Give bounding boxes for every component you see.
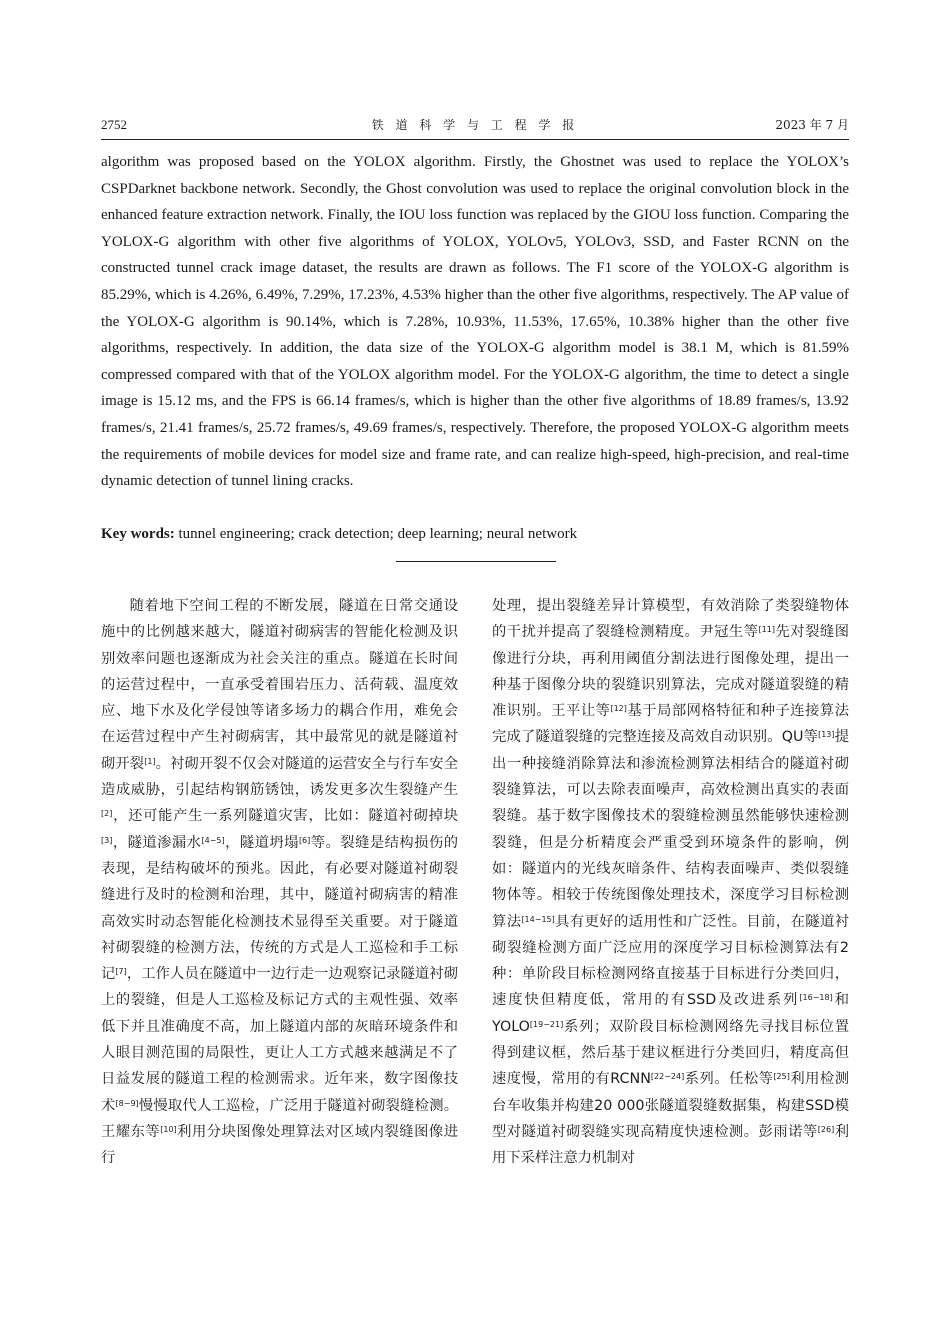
keywords-text: tunnel engineering; crack detection; deep learning; neural network [174,526,578,542]
citation: [10] [160,1124,177,1134]
body-text: 系列；双阶段目标检测网络先寻找目标位置得到建议框，然后基于建议框进行分类回归，精度高但速度慢，常用的有RCNN [492,1018,849,1088]
body-text: 提出一种接缝消除算法和渗流检测算法相结合的隧道衬砌裂缝算法，可以去除表面噪声，高效检测出真实的表面裂缝。基于数字图像技术的裂缝检测虽然能够快速检测裂缝，但是分析精度会严重受到环境条件的影响，例如：隧道内的光线灰暗条件、结构表面噪声、类似裂缝物体等。相较于传统图像处理技术，深度学习目标检测算法 [492,729,850,930]
citation: [2] [101,809,113,819]
header-rule [101,139,849,140]
body-text: 。衬砌开裂不仅会对隧道的运营安全与行车安全造成威胁，引起结构钢筋锈蚀，诱发更多次生裂缝产生 [101,755,459,799]
body-text: 随着地下空间工程的不断发展，隧道在日常交通设施中的比例越来越大，隧道衬砌病害的智能化检测及识别效率问题也逐渐成为社会关注的重点。隧道在长时间的运营过程中，一直承受着围岩压力、活荷载、温度效应、地下水及化学侵蚀等诸多场力的耦合作用，难免会在运营过程中产生衬砌病害，其中最常见的就是隧道衬砌开裂 [101,598,458,772]
body-column-left [101,593,458,1172]
citation: [6] [298,835,311,845]
citation: [11] [758,625,775,635]
body-text: 和YOLO [492,992,849,1035]
body-text: 利用检测台车收集并构建20 000张隧道裂缝数据集，构建SSD模型对隧道衬砌裂缝实现高精度快速检测。彭雨诺等 [492,1071,850,1140]
body-text: ，还可能产生一系列隧道灾害，比如：隧道衬砌掉块 [112,808,458,825]
body-text: 处理，提出裂缝差异计算模型，有效消除了类裂缝物体的干扰并提高了裂缝检测精度。尹冠生等 [492,598,849,641]
body-text: 先对裂缝图像进行分块，再利用阈值分割法进行图像处理，提出一种基于图像分块的裂缝识别算法，完成对隧道裂缝的精准识别。王平让等 [492,624,850,720]
body-text: 具有更好的适用性和广泛性。目前，在隧道衬砌裂缝检测方面广泛应用的深度学习目标检测算法有2种：单阶段目标检测网络直接基于目标进行分类回归，速度快但精度低，常用的有SSD及改进系列 [492,913,850,1009]
page-number: 2752 [101,117,127,132]
body-text: 基于局部网格特征和种子连接算法完成了隧道裂缝的完整连接及高效自动识别。QU等 [492,703,850,746]
issue-date: 2023 年 7 月 [775,118,849,132]
section-separator [396,561,556,562]
citation: [7] [115,967,127,977]
citation: [12] [610,704,627,714]
body-text: 系列。任松等 [684,1071,774,1088]
citation: [25] [773,1072,790,1082]
citation: [26] [817,1124,835,1134]
body-text: 慢慢取代人工巡检，广泛用于隧道衬砌裂缝检测。王耀东等 [101,1097,459,1140]
citation: [8−9] [115,1098,139,1108]
journal-title: 铁 道 科 学 与 工 程 学 报 [371,118,579,132]
english-abstract: algorithm was proposed based on the YOLOX algorithm. Firstly, the Ghostnet was used to replace the YOLOX’s CSPDarknet backbone network. Secondly, the Ghost convolution was used to replace the original convolution block in the enhanced feature extraction network. Finally, the IOU loss function was replaced by the GIOU loss function. Comparing the YOLOX-G algorithm with other five algorithms of YOLOX, YOLOv5, YOLOv3, SSD, and Faster RCNN on the constructed tunnel crack image dataset, the results are drawn as follows. The F1 score of the YOLOX-G algorithm is 85.29%, which is 4.26%, 6.49%, 7.29%, 17.23%, 4.53% higher than the other five algorithms, respectively. The AP value of the YOLOX-G algorithm is 90.14%, which is 7.28%, 10.93%, 11.53%, 17.65%, 10.38% higher than the other five algorithms, respectively. In addition, the data size of the YOLOX-G algorithm model is 38.1 M, which is 81.59% compressed compared with that of the YOLOX algorithm model. For the YOLOX-G algorithm, the time to detect a single image is 15.12 ms, and the FPS is 66.14 frames/s, which is higher than the other five algorithms of 18.89 frames/s, 13.92 frames/s, 21.41 frames/s, 25.72 frames/s, 49.69 frames/s, respectively. Therefore, the proposed YOLOX-G algorithm meets the requirements of mobile devices for model size and frame rate, and can realize high-speed, high-precision, and real-time dynamic detection of tunnel lining cracks. [101,154,849,490]
body-text: ，隧道渗漏水 [112,834,202,851]
citation: [14−15] [521,914,555,924]
citation: [13] [818,730,835,740]
body-text: ，工作人员在隧道中一边行走一边观察记录隧道衬砌上的裂缝，但是人工巡检及标记方式的主观性强、效率低下并且准确度不高，加上隧道内部的灰暗环境条件和人眼目测范围的局限性，更让人工方式越来越满足不了日益发展的隧道工程的检测需求。近年来，数字图像技术 [101,966,459,1114]
body-text: 利用下采样注意力机制对 [492,1123,850,1167]
citation: [22−24] [650,1072,685,1082]
body-text: 利用分块图像处理算法对区域内裂缝图像进行 [101,1123,459,1167]
citation: [19−21] [529,1019,564,1029]
body-text: ，隧道坍塌 [224,834,299,851]
body-column-right [492,593,849,1172]
running-header [101,114,849,136]
citation: [1] [144,756,156,766]
citation: [16−18] [799,993,833,1003]
body-text: 等。裂缝是结构损伤的表现，是结构破坏的预兆。因此，有必要对隧道衬砌裂缝进行及时的检测和治理，其中，隧道衬砌病害的精准高效实时动态智能化检测技术显得至关重要。对于隧道衬砌裂缝的检测方法，传统的方式是人工巡检和手工标记 [101,834,459,983]
citation: [4−5] [201,835,225,845]
keywords-label: Key words: [101,526,175,542]
keywords [101,521,849,547]
citation: [3] [101,835,113,845]
